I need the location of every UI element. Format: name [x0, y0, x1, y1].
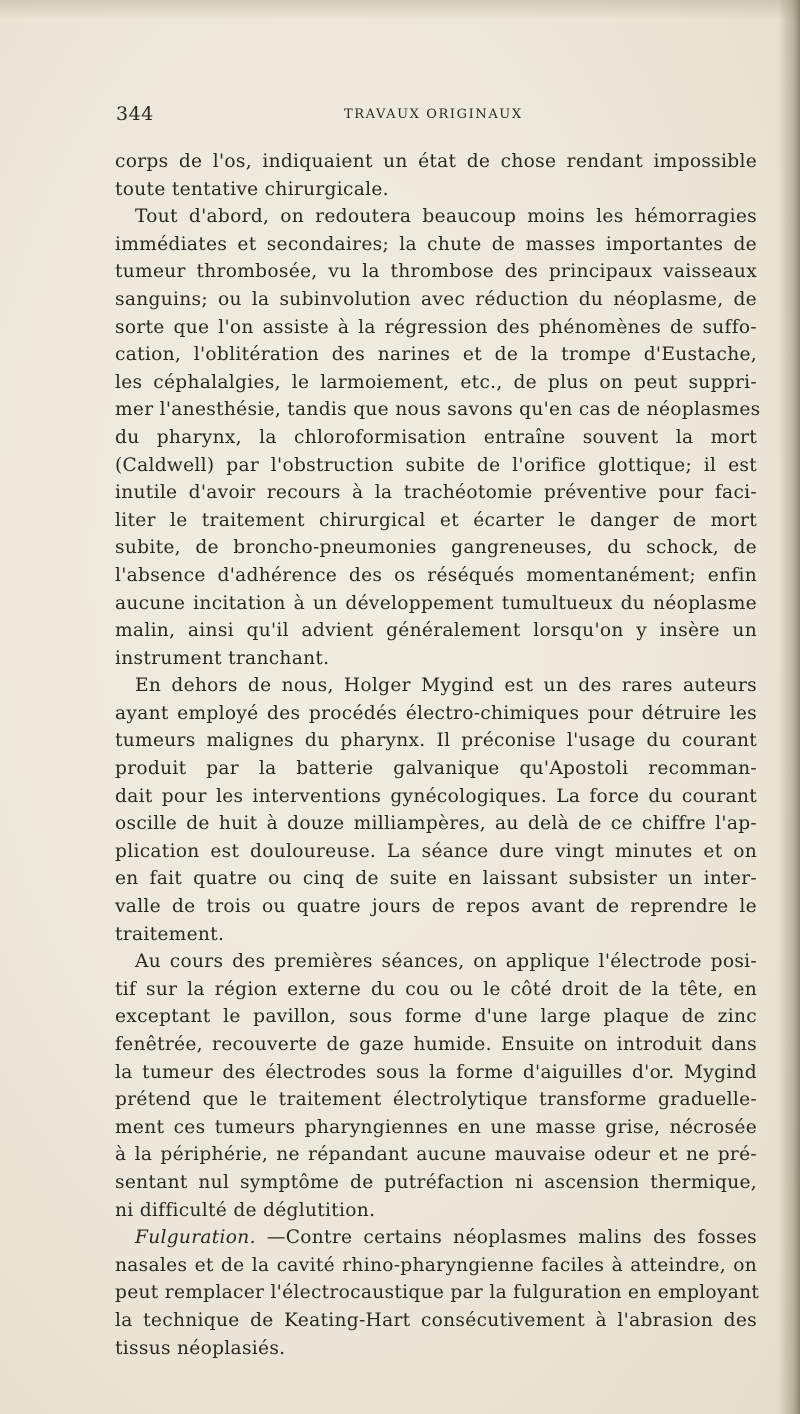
text-line: du pharynx, la chloroformisation entraîne souvent la mort [115, 426, 757, 448]
text-line: tissus néoplasiés. [115, 1337, 286, 1359]
text-line: fenêtrée, recouverte de gaze humide. Ensuite on introduit dans [115, 1034, 757, 1055]
text-line: sanguins; ou la subinvolution avec réduction du néoplasme, de [115, 288, 757, 310]
text-line: tif sur la région externe du cou ou le côté droit de la tête, en [115, 978, 757, 1000]
text-line: mer l'anesthésie, tandis que nous savons qu'en cas de néoplasmes [115, 399, 761, 421]
text-line: valle de trois ou quatre jours de repos avant de reprendre le [115, 896, 757, 918]
text-line: toute tentative chirurgicale. [115, 178, 389, 200]
text-line: les céphalalgies, le larmoiement, etc., de plus on peut suppri- [115, 371, 757, 393]
text-line: dait pour les interventions gynécologiques. La force du courant [115, 785, 757, 807]
text-line: sorte que l'on assiste à la régression des phénomènes de suffo- [115, 316, 757, 338]
text-line: l'absence d'adhérence des os réséqués momentanément; enfin [115, 564, 757, 586]
text-line: exceptant le pavillon, sous forme d'une large plaque de zinc [115, 1006, 757, 1028]
running-head: TRAVAUX ORIGINAUX [344, 107, 523, 122]
text-line-fulguration [115, 1224, 757, 1252]
text-line: oscille de huit à douze milliampères, au delà de ce chiffre l'ap- [115, 813, 757, 835]
text-line: nasales et de la cavité rhino-pharyngienne faciles à atteindre, on [115, 1254, 757, 1276]
text-line: en fait quatre ou cinq de suite en laissant subsister un inter- [115, 868, 757, 890]
page-number: 344 [116, 103, 154, 125]
text-line: la technique de Keating-Hart consécutivement à l'abrasion des [115, 1309, 757, 1331]
text-line: la tumeur des électrodes sous la forme d'aiguilles d'or. Mygind [115, 1061, 757, 1083]
text-line: aucune incitation à un développement tumultueux du néoplasme [115, 592, 757, 614]
text-line: inutile d'avoir recours à la trachéotomie préventive pour faci- [115, 482, 757, 504]
text-line: immédiates et secondaires; la chute de masses importantes de [115, 233, 757, 255]
page-header [116, 103, 756, 131]
text-line: ment ces tumeurs pharyngiennes en une masse grise, nécrosée [115, 1116, 757, 1138]
page-edge-shadow [778, 0, 800, 1414]
text-line: tumeurs malignes du pharynx. Il préconise l'usage du courant [115, 730, 757, 752]
top-shadow [0, 0, 800, 20]
text-line: En dehors de nous, Holger Mygind est un des rares auteurs [135, 675, 757, 697]
text-line: tumeur thrombosée, vu la thrombose des principaux vaisseaux [115, 261, 757, 283]
text-line: liter le traitement chirurgical et écarter le danger de mort [115, 509, 757, 531]
text-line: Au cours des premières séances, on applique l'électrode posi- [135, 951, 757, 973]
text-line: ayant employé des procédés électro-chimiques pour détruire les [115, 702, 757, 724]
text-line: Tout d'abord, on redoutera beaucoup moins les hémorragies [135, 206, 757, 228]
text-line: ni difficulté de déglutition. [115, 1199, 376, 1221]
text-line: instrument tranchant. [115, 647, 330, 669]
text-line: sentant nul symptôme de putréfaction ni ascension thermique, [115, 1171, 757, 1193]
fulguration-heading: Fulguration. [135, 1227, 256, 1249]
text-line: malin, ainsi qu'il advient généralement lorsqu'on y insère un [115, 620, 757, 642]
fulguration-text: —Contre certains néoplasmes malins des fosses [255, 1227, 757, 1249]
text-line: prétend que le traitement électrolytique transforme graduelle- [115, 1089, 757, 1111]
text-line: traitement. [115, 923, 225, 945]
text-line: produit par la batterie galvanique qu'Apostoli recomman- [115, 758, 757, 780]
text-line: peut remplacer l'électrocaustique par la fulguration en employant [115, 1282, 760, 1304]
text-line: (Caldwell) par l'obstruction subite de l'orifice glottique; il est [115, 454, 757, 476]
text-line: plication est douloureuse. La séance dure vingt minutes et on [115, 840, 757, 862]
body-text [115, 148, 761, 1362]
text-line: à la périphérie, ne répandant aucune mauvaise odeur et ne pré- [115, 1144, 757, 1166]
text-line: cation, l'oblitération des narines et de la trompe d'Eustache, [115, 344, 757, 366]
text-line: subite, de broncho-pneumonies gangreneuses, du schock, de [115, 537, 757, 559]
text-line: corps de l'os, indiquaient un état de chose rendant impossible [115, 151, 757, 172]
